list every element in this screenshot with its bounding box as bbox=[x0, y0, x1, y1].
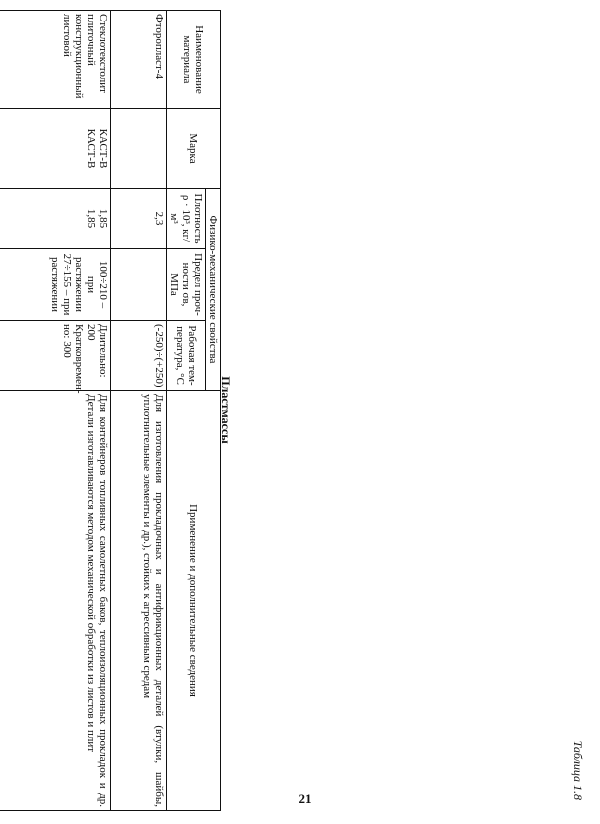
header-props-group: Физико-механические свойства bbox=[206, 189, 221, 391]
cell-name: Стеклотекстолит плиточный конструкционный листовой bbox=[0, 11, 111, 109]
header-row-1 bbox=[206, 11, 221, 811]
header-strength: Предел проч-ности σв, МПа bbox=[167, 249, 206, 321]
rotated-page-content bbox=[15, 10, 585, 810]
page-number: 21 bbox=[298, 791, 312, 806]
cell-name: Фторопласт-4 bbox=[111, 11, 167, 109]
header-application: Применение и дополнительные сведения bbox=[167, 391, 221, 811]
cell-mark bbox=[111, 109, 167, 189]
cell-application: Для изготовления прокладочных и антифрикционных деталей (втулки, шайбы, уплотнительные элементы и др.), стойких к агрессивным средам bbox=[111, 391, 167, 811]
header-mark: Марка bbox=[167, 109, 221, 189]
cell-strength bbox=[111, 249, 167, 321]
header-density: Плотность ρ · 10³, кг/м³ bbox=[167, 189, 206, 249]
table-caption: Пластмассы bbox=[219, 376, 233, 444]
plastics-table bbox=[0, 10, 221, 811]
cell-application: Для контейнеров топливных самолетных баков, теплоизоляционных прокладок и др. Детали изготавливаются методом механической обработки из листов и плит bbox=[0, 391, 111, 811]
table-row bbox=[111, 11, 167, 811]
cell-mark: КАСТ-В КАСТ-В bbox=[0, 109, 111, 189]
table-row bbox=[0, 11, 111, 811]
cell-temp: Длительно: 200 Кратковремен-но: 300 bbox=[0, 321, 111, 391]
cell-temp: (-250)÷(+250) bbox=[111, 321, 167, 391]
cell-density: 2,3 bbox=[111, 189, 167, 249]
cell-strength: 100÷210 – при растяжении 27÷155 – при растяжении bbox=[0, 249, 111, 321]
header-name: Наименование материала bbox=[167, 11, 221, 109]
cell-density: 1,85 1,85 bbox=[0, 189, 111, 249]
table-label: Таблица 1.8 bbox=[571, 740, 585, 800]
header-temp: Рабочая тем-пература, °С bbox=[167, 321, 206, 391]
